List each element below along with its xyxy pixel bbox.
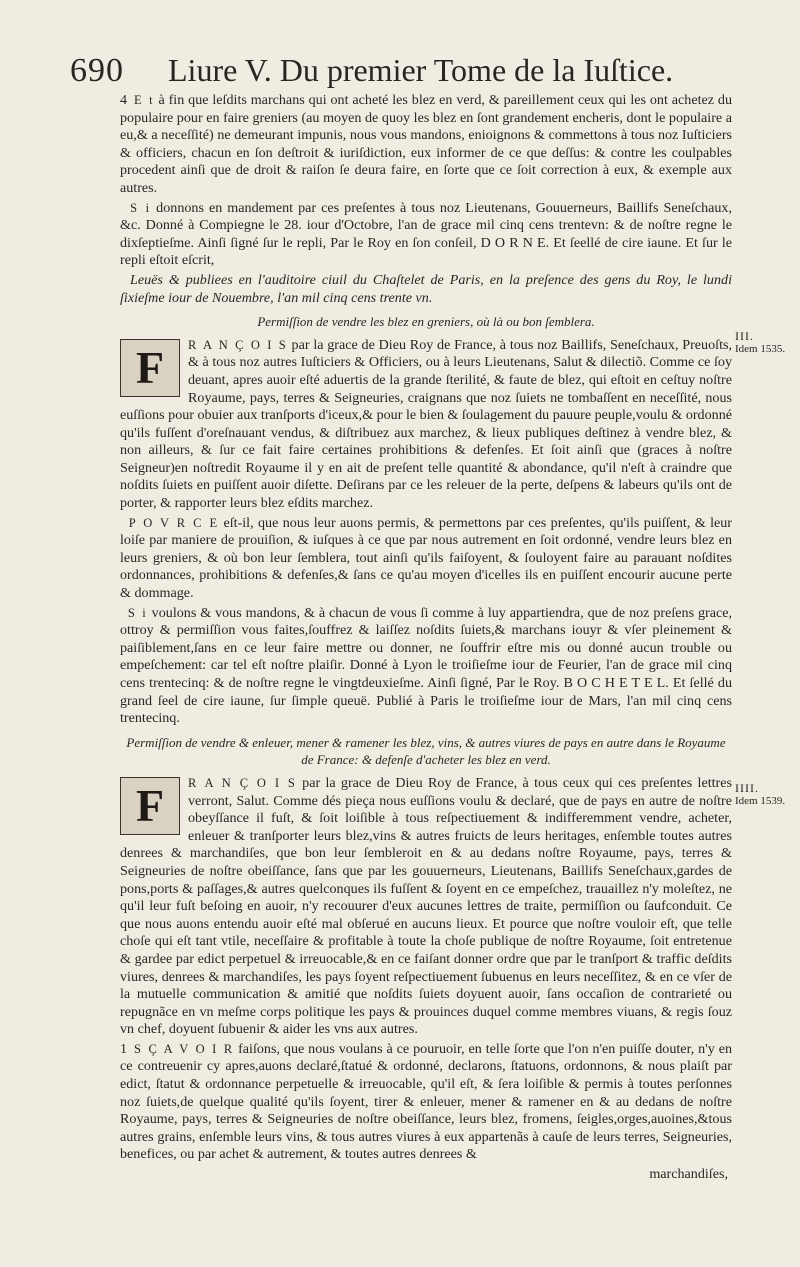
section-heading: Permiſſion de vendre & enleuer, mener & ramener les blez, vins, & autres viures de pays en autre dans le Royaume de France: & defenſe d'acheter les blez en verd. (126, 734, 726, 768)
body-text (120, 92, 732, 1186)
paragraph-text: donnons en mandement par ces preſentes à tous noz Lieutenans, Gouuerneurs, Baillifs Seneſchaux, &c. Donné à Compiegne le 28. iour d'Octobre, l'an de grace mil cinq cens trentevn: & de noſtre regne le dixſeptieſme. Ainſi ſigné ſur le repli, Par le Roy en ſon conſeil, D O R N E. Et ſeellé de cire iaune. Et ſur le repli eſtoit eſcrit, (120, 199, 732, 269)
paragraph (120, 1041, 732, 1164)
publication-note: Leuës & publiees en l'auditoire ciuil du Chaſtelet de Paris, en la preſence des gens du Roy, le lundi ſixieſme iour de Nouembre, l'an mil cinq cens trente vn. (120, 271, 732, 306)
lead-word: S i (130, 200, 152, 215)
decree-block (120, 337, 732, 513)
margin-roman: IIII. (735, 781, 759, 795)
lead-word: S Ç A V O I R (134, 1041, 235, 1056)
paragraph (120, 337, 732, 513)
margin-note (735, 330, 785, 356)
paragraph (120, 92, 732, 198)
paragraph-text: par la grace de Dieu Roy de France, à tous ceux qui ces preſentes lettres verront, Salut. Comme dés pieça nous euſſions voulu & declaré, que de pays en autre de noſtre obeyſſance il fuſt, & ſoit loiſible à tous reſpectiuement & indifferemment vendre, acheter, enleuer & tranſporter leurs blez,vins & autres fruicts de leurs heritages, enſemble toutes autres denrees & marchandiſes, que bon leur ſembleroit en & au dedans noſtre Royaume, pays, terres & Seigneuries de noſtre obeiſſance, ſans que par les gouuerneurs, Lieutenans, Baillifs Seneſchaux,gardes de pons,ports & paſſages,& autres quelconques ils fuſſent & ſoyent en ce empeſchez, trauaillez n'y moleſtez, ne qu'il leur fuſt beſoing en auoir, n'y recouurer d'eux aucunes lettres de traite, permiſſion ou ſaufconduit. Ce que nous auons entendu auoir eſté mal obſerué en aucuns lieux. Et pource que noſtre vouloir eſt, que telle choſe qui eſt tant vtile, neceſſaire & profitable à toute la choſe publique de noſtre Royaume, ſoit entretenue & gardee par edict perpetuel & irreuocable,& en ce faiſant donner ordre que par le tranſport & traffic deſdits viures, denrees & marchandiſes, les pays ſoyent reſpectiuement ſubuenus en leurs neceſſitez, & en ce vſer de la mutuelle communication & amitié que noſdits ſuiets doyuent auoir, ſans occaſion de contrarieté ou repugnãce en vn meſme corps politique les pays & prouinces duquel comme membres viuans, & regis ſouz vn chef, doyuent ſubuenir & aider les vns aux autres. (120, 774, 732, 1038)
running-title: Liure V. Du premier Tome de la Iuſtice. (168, 52, 674, 88)
lead-word: S i (127, 605, 148, 620)
article-number: 1 (120, 1040, 128, 1057)
paragraph-text: à fin que leſdits marchans qui ont acheté les blez en verd, & pareillement ceux qui les ont achetez du populaire pour en faire greniers (au moyen de quoy les blez en ſont grandement encheris, dont le populaire a eu,& a neceſſité) ne demeurant impunis, nous vous mandons, enioignons & commettons à tous noz Iuſticiers & officiers, chacun en ſon deſtroit & iuriſdiction, eux informer de ce que deſſus: & contre les coulpables procedent ainſi que de droit & raiſon ſe deura faire, en ſorte que ce ſoit correction à eux, & exemple aux autres. (120, 92, 732, 196)
decree-block (120, 775, 732, 1039)
margin-note (735, 782, 785, 808)
margin-text: Idem 1539. (735, 795, 786, 807)
lead-word: P O V R C E (128, 515, 220, 530)
article-number: 4 (120, 92, 128, 108)
ornamental-initial: F (120, 339, 180, 397)
margin-text: Idem 1535. (735, 343, 786, 355)
paragraph (120, 200, 732, 270)
paragraph-text: faiſons, que nous voulans à ce pouruoir, en telle ſorte que l'on n'en puiſſe douter, n'y en ce contreuenir cy apres,auons declaré,ſtatué & ordonné, declarons, ſtatuons, ordonnons, & nous plaiſt par edict, ſtatut & ordonnance perpetuelle & irreuocable, qu'il eſt, & ſera loiſible & permis à toutes perſonnes noz ſuiets,de quelque qualité qu'ils ſoyent, tirer & enleuer, mener & ramener en & au dedans de noſtre Royaume, pays, terres & Seigneuries de noſtre obeiſſance, leurs blez, fromens, ſeigles,orges,auoines,&tous autres grains, enſemble leurs vins, & tous autres viures à eux appartenãs à cauſe de leurs terres, Seigneuries, benefices, ou par achet & autrement, & toutes autres denrees & (120, 1040, 732, 1163)
section-heading: Permiſſion de vendre les blez en greniers, où là ou bon ſemblera. (257, 314, 595, 330)
paragraph (120, 605, 732, 728)
paragraph-text: voulons & vous mandons, & à chacun de vous ſi comme à luy appartiendra, que de noz preſens grace, ottroy & permiſſion vous faites,ſouffrez & laiſſez noſdits ſuiets,& marchans iouyr & vſer pleinement & paiſiblement,ſans en ce leur faire mettre ou donner, ne ſouffrir eſtre mis ou donné aucun trouble ou empeſchement: car tel eſt noſtre plaiſir. Donné à Lyon le troiſieſme iour de Feurier, l'an de grace mil cinq cens trentecinq: & de noſtre regne le vingtdeuxieſme. Ainſi ſigné, Par le Roy. B O C H E T E L. Et ſellé du grand ſeel de cire iaune, ſur ſimple queuë. Publié à Paris le troiſieſme iour de Mars, l'an mil cinq cens trentecinq. (120, 604, 732, 727)
lead-word: R A N Ç O I S (188, 337, 288, 352)
page-number: 690 (70, 52, 124, 89)
lead-word: R A N Ç O I S (188, 775, 297, 790)
paragraph-text: eſt-il, que nous leur auons permis, & permettons par ces preſentes, qu'ils puiſſent, & leur loiſe par maniere de prouiſion, & iuſques à ce que par nous autrement en ſoit ordonné, vendre leurs blez en leurs greniers, & où bon leur ſemblera, tout ainſi qu'ils faiſoyent, & ſouloyent faire au parauant noſdites ordonnances, prohibitions & defenſes,& ſans ce qu'au moyen d'icelles ils en puiſſent encourir aucune perte & dommage. (120, 514, 732, 602)
catchword: marchandiſes, (649, 1166, 728, 1183)
paragraph (120, 775, 732, 1039)
ornamental-initial: F (120, 777, 180, 835)
paragraph (120, 515, 732, 603)
lead-word: E t (134, 93, 155, 107)
paragraph-text: par la grace de Dieu Roy de France, à tous noz Baillifs, Seneſchaux, Preuoſts, & à tous noz autres Iuſticiers & Officiers, ou à leurs Lieutenans, Salut & dilectiõ. Comme ce ſoy deuant, apres auoir eſté aduertis de la grande ſterilité, & faute de blez, qui eſtoit en ceſtuy noſtre Royaume, pays, terres & Seigneuries, craignans que noz ſuiets ne tombaſſent en neceſſité, nous euſſions pour obuier aux tranſports d'iceux,& pour le bien & ſoulagement du pauure peuple,voulu & ordonné qu'ils fuſſent d'oreſnauant vendus, & diſtribuez aux marchez, & lieux publiques deſtinez à vendre blez, & non ailleurs, & ſur ce fait faire certaines prohibitions & defenſes. Et ſoit ainſi que (graces à noſtre Seigneur)en noſtredit Royaume il y en ait de preſent telle quantité & abondance, qu'il n'eſt à craindre que noſdits ſuiets en puiſſent auoir diſette. Deſirans par ce les releuer de la perte, deſpens & labeurs qu'ils ont de porter, & rapporter leurs blez eſdits marchez. (120, 336, 732, 512)
margin-roman: III. (735, 329, 754, 343)
